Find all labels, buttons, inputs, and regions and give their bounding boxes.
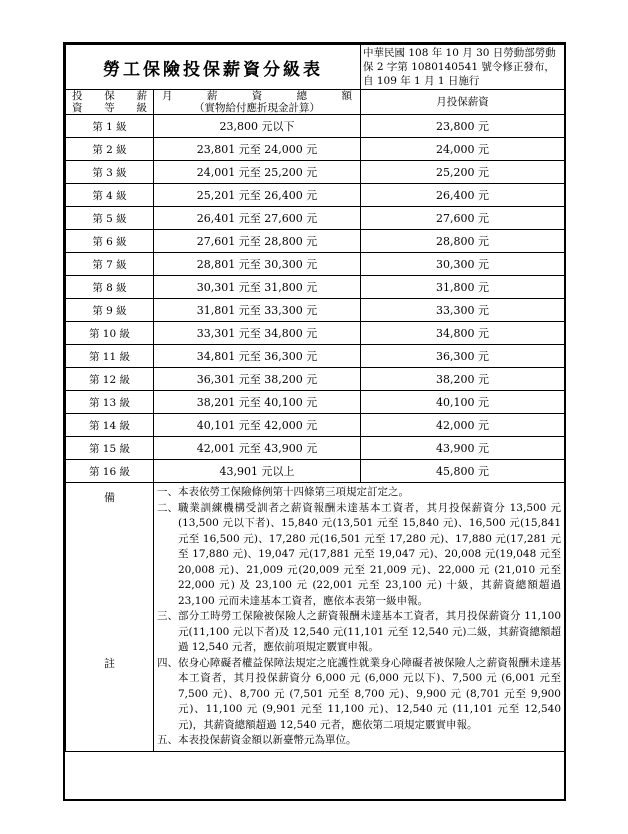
insured-salary-cell: 28,800 元 [361,230,565,253]
table-row [66,161,565,184]
note-number: 二、 [157,501,178,514]
salary-range-cell: 24,001 元至 25,200 元 [154,161,361,184]
note-item [157,501,561,610]
salary-grade-table [63,42,566,801]
table-row [66,299,565,322]
grade-cell: 第 3 級 [66,161,154,184]
salary-range-cell: 42,001 元至 43,900 元 [154,437,361,460]
table-row [66,230,565,253]
salary-range-cell: 43,901 元以上 [154,460,361,483]
note-number: 五、 [157,734,178,746]
table-row [66,138,565,161]
grade-cell: 第 9 級 [66,299,154,322]
insured-salary-cell: 27,600 元 [361,207,565,230]
table-row [66,368,565,391]
grade-cell: 第 7 級 [66,253,154,276]
insured-salary-cell: 42,000 元 [361,414,565,437]
enactment-note: 中華民國 108 年 10 月 30 日勞動部勞動保 2 字第 1080140541 號令修正發布，自 109 年 1 月 1 日施行 [361,45,565,90]
header-grade: 投 保 薪 資 等 級 [66,90,154,115]
grade-cell: 第 1 級 [66,115,154,138]
grade-cell: 第 5 級 [66,207,154,230]
salary-range-cell: 40,101 元至 42,000 元 [154,414,361,437]
salary-range-cell: 31,801 元至 33,300 元 [154,299,361,322]
notes-label: 備 註 [66,483,154,752]
salary-range-cell: 36,301 元至 38,200 元 [154,368,361,391]
table-row [66,322,565,345]
note-item [157,485,561,501]
insured-salary-cell: 30,300 元 [361,253,565,276]
table-row [66,276,565,299]
grade-cell: 第 10 級 [66,322,154,345]
note-text: 依身心障礙者權益保障法規定之庇護性就業身心障礙者被保險人之薪資報酬未達基本工資者，其月投保薪資分 6,000 元 (6,000 元以下)、7,500 元 (6,001 元至 7,500 元)、8,700 元 (7,501 元至 8,700 元)、9,900 元 (8,701 元至 9,900 元)、11,100 元 (9,901 元至 11,100 元)、12,540 元 (11,101 元至 12,540 元)，其薪資總額超過 12,540 元者，應依第二項規定覈實申報。 [178,656,561,731]
insured-salary-cell: 43,900 元 [361,437,565,460]
insured-salary-cell: 34,800 元 [361,322,565,345]
salary-range-cell: 23,800 元以下 [154,115,361,138]
table-row [66,253,565,276]
salary-range-cell: 23,801 元至 24,000 元 [154,138,361,161]
grade-cell: 第 15 級 [66,437,154,460]
salary-range-cell: 33,301 元至 34,800 元 [154,322,361,345]
salary-range-cell: 28,801 元至 30,300 元 [154,253,361,276]
salary-range-cell: 30,301 元至 31,800 元 [154,276,361,299]
note-text: 本表投保薪資金額以新臺幣元為單位。 [178,734,357,746]
grade-cell: 第 11 級 [66,345,154,368]
note-item [157,733,561,749]
insured-salary-cell: 45,800 元 [361,460,565,483]
note-item [157,609,561,656]
salary-range-cell: 26,401 元至 27,600 元 [154,207,361,230]
note-number: 三、 [157,610,178,622]
grade-cell: 第 13 級 [66,391,154,414]
insured-salary-cell: 24,000 元 [361,138,565,161]
grade-cell: 第 8 級 [66,276,154,299]
insured-salary-cell: 33,300 元 [361,299,565,322]
table-row [66,345,565,368]
insured-salary-cell: 38,200 元 [361,368,565,391]
grade-cell: 第 4 級 [66,184,154,207]
table-row [66,460,565,483]
salary-range-cell: 27,601 元至 28,800 元 [154,230,361,253]
salary-range-cell: 38,201 元至 40,100 元 [154,391,361,414]
note-item [157,656,561,734]
note-text: 職業訓練機構受訓者之薪資報酬未達基本工資者，其月投保薪資分 13,500 元(13,500 元以下者)、15,840 元(13,501 元至 15,840 元)、16,500 元(15,841 元至 16,500 元)、17,280 元(16,501 元至 17,280 元)、17,880 元(17,281 元至 17,880 元)、19,047 元(17,881 元至 19,047 元)、20,008 元(19,048 元至 20,008 元)、21,009 元(20,009 元至 21,009 元)、22,000 元 (21,010 元至 22,000 元) 及 23,100 元 (22,001 元至 23,100 元) 十級，其薪資總額超過 23,100 元而未達基本工資者，應依本表第一級申報。 [178,501,561,607]
note-text: 部分工時勞工保險被保險人之薪資報酬未達基本工資者，其月投保薪資分 11,100 元(11,100 元以下者)及 12,540 元(11,101 元至 12,540 元)二級，其薪資總額超過 12,540 元者，應依前項規定覈實申報。 [178,610,561,653]
insured-salary-cell: 36,300 元 [361,345,565,368]
insured-salary-cell: 25,200 元 [361,161,565,184]
header-salary-range: 月 薪 資 總 額 （實物給付應折現金計算） [154,90,361,115]
grade-cell: 第 16 級 [66,460,154,483]
table-row [66,391,565,414]
table-row [66,414,565,437]
page-title: 勞工保險投保薪資分級表 [66,45,361,90]
salary-range-cell: 34,801 元至 36,300 元 [154,345,361,368]
insured-salary-cell: 23,800 元 [361,115,565,138]
insured-salary-cell: 26,400 元 [361,184,565,207]
insured-salary-cell: 31,800 元 [361,276,565,299]
note-number: 四、 [157,656,178,669]
header-insured-salary: 月投保薪資 [361,90,565,115]
notes-list [154,483,565,752]
salary-range-cell: 25,201 元至 26,400 元 [154,184,361,207]
note-number: 一、 [157,486,178,498]
insured-salary-cell: 40,100 元 [361,391,565,414]
table-row [66,115,565,138]
table-row [66,437,565,460]
table-row [66,207,565,230]
grade-cell: 第 14 級 [66,414,154,437]
grade-cell: 第 2 級 [66,138,154,161]
table-row [66,184,565,207]
note-text: 本表依勞工保險條例第十四條第三項規定訂定之。 [178,486,409,498]
grade-cell: 第 6 級 [66,230,154,253]
grade-cell: 第 12 級 [66,368,154,391]
